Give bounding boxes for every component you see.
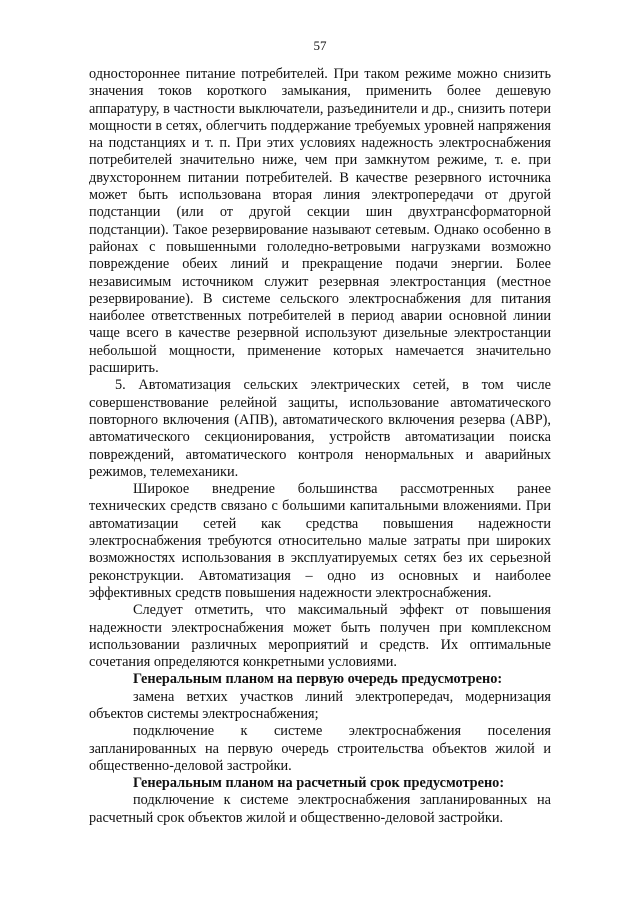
paragraph-conclusion: Следует отметить, что максимальный эффект от повышения надежности электроснабжения может быть получен при комплексном использовании различных мероприятий и средств. Их оптимальные сочетания определяются конкретными условиями. [89,602,551,671]
heading-calculated-term: Генеральным планом на расчетный срок предусмотрено: [133,775,505,792]
paragraph-first-stage-item-2: подключение к системе электроснабжения поселения запланированных на первую очередь строительства объектов жилой и общественно-деловой застройки. [89,723,551,774]
page-number: 57 [313,38,327,53]
document-body [89,66,551,827]
paragraph-first-stage-item-1: замена ветхих участков линий электропередач, модернизация объектов системы электроснабжения; [89,688,551,722]
paragraph-item-5: 5. Автоматизация сельских электрических сетей, в том числе совершенствование релейной защиты, использование автоматического повторного включения (АПВ), автоматического включения резерва (АВР), автоматического секционирования, устройств автоматизации поиска повреждений, автоматического контроля ненормальных и аварийных режимов, телемеханики. [89,377,551,480]
paragraph-automation: Широкое внедрение большинства рассмотренных ранее технических средств связано с большими капитальными вложениями. При автоматизации сетей как средства повышения надежности электроснабжения требуются относительно малые затраты при широких возможностях использования в эксплуатируемых сетях без их серьезной реконструкции. Автоматизация – одно из основных и наиболее эффективных средств повышения надежности электроснабжения. [89,481,551,601]
paragraph-continued: одностороннее питание потребителей. При таком режиме можно снизить значения токов короткого замыкания, применить более дешевую аппаратуру, в частности выключатели, разъединители и др., снизить потери мощности в сетях, облегчить поддержание требуемых уровней напряжения на подстанциях и т. п. При этих условиях надежность электроснабжения потребителей значительно ниже, чем при замкнутом режиме, т. е. при двухстороннем питании потребителей. В качестве резервного источника может быть использована вторая линия электропередачи от другой подстанции (или от другой секции шин двухтрансформаторной подстанции). Такое резервирование называют сетевым. Однако особенно в районах с повышенными гололедно-ветровыми нагрузками возможно повреждение обеих линий и прекращение подачи энергии. Более независимым источником служит резервная электростанция (местное резервирование). В системе сельского электроснабжения для питания наиболее ответственных потребителей в период аварии основной линии чаще всего в качестве резервной используют дизельные электростанции небольшой мощности, применение которых намечается значительно расширить. [89,66,551,377]
heading-first-stage: Генеральным планом на первую очередь предусмотрено: [133,671,503,688]
paragraph-calculated-term-item: подключение к системе электроснабжения запланированных на расчетный срок объектов жилой и общественно-деловой застройки. [89,792,551,826]
